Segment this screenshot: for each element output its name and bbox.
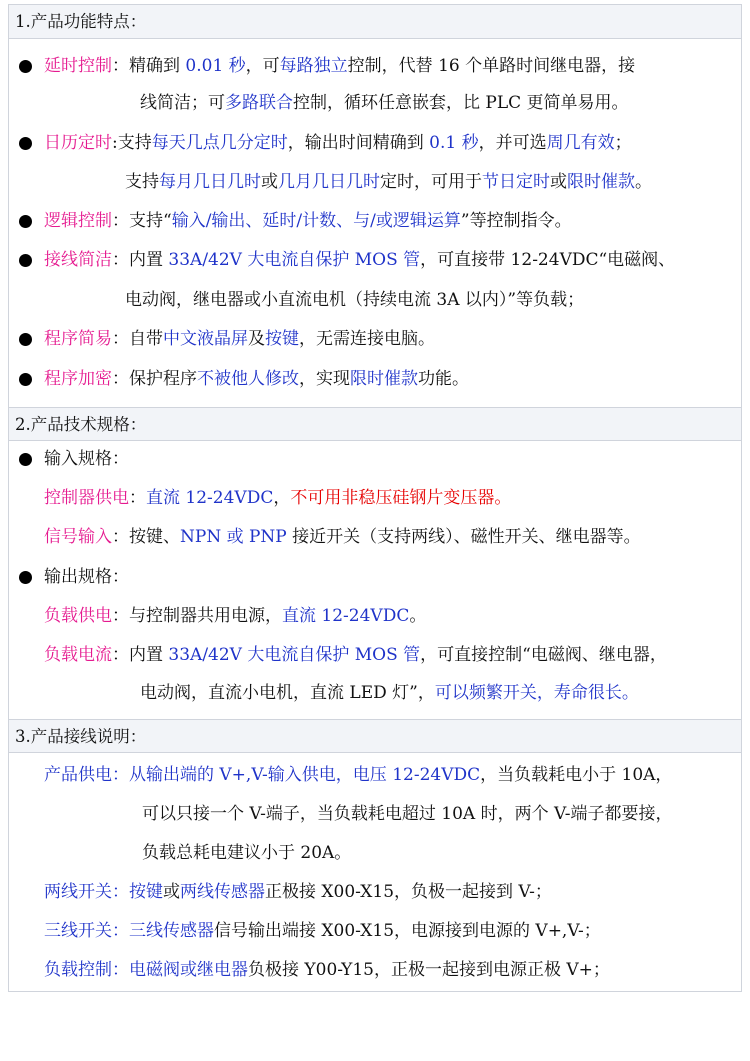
text-run: 中文液晶屏 — [163, 329, 248, 349]
text-run: 节日定时 — [482, 172, 550, 192]
text-run: 两线开关： — [44, 882, 129, 902]
wiring-line — [44, 880, 552, 904]
text-run: 接近开关（支持两线）、磁性开关、继电器等。 — [286, 527, 641, 547]
text-run: 负载供电 — [44, 606, 112, 626]
text-run: 或 — [550, 172, 567, 192]
text-run: ，可 — [245, 56, 280, 76]
text-run: ：支持“ — [112, 211, 172, 231]
bullet-dot — [19, 254, 32, 267]
section-header-features — [9, 5, 741, 39]
text-run: ”等控制指令。 — [460, 211, 572, 231]
text-run: 或 — [261, 172, 278, 192]
feature-line — [44, 248, 675, 272]
text-run: 33A/42V 大电流自保护 MOS 管 — [168, 645, 421, 665]
text-run: ； — [614, 133, 632, 153]
spec-heading — [44, 447, 129, 471]
text-run: 输出规格： — [44, 567, 129, 587]
text-run: ： — [129, 488, 146, 508]
text-run: 电动阀，继电器或小直流电机（持续电流 3A 以内）”等负载； — [125, 290, 585, 310]
text-run: ：内置 — [112, 250, 169, 270]
text-run: 按键 — [265, 329, 299, 349]
text-run: 逻辑控制 — [44, 211, 112, 231]
text-run: NPN 或 PNP — [180, 527, 287, 547]
text-run: 。 — [635, 172, 652, 192]
text-run: ，可直接带 12-24VDC“电磁阀、 — [420, 250, 676, 270]
text-run: 直流 12-24VDC — [146, 488, 274, 508]
bullet-dot — [19, 453, 32, 466]
text-run: 0.01 秒 — [185, 56, 246, 76]
text-run: 三线传感器 — [129, 921, 214, 941]
text-run: 两线传感器 — [180, 882, 265, 902]
wiring-line — [44, 958, 610, 982]
text-run: 负载电流 — [44, 645, 112, 665]
text-run: ：精确到 — [112, 56, 186, 76]
text-run: 每月几日几时 — [159, 172, 261, 192]
spec-heading — [44, 565, 129, 589]
text-run: 可以频繁开关，寿命很长。 — [434, 683, 639, 703]
text-run: 功能。 — [418, 369, 469, 389]
text-run: 及 — [248, 329, 265, 349]
text-run: 程序加密 — [44, 369, 112, 389]
feature-line — [44, 209, 572, 233]
text-run: ，当负载耗电小于 10A， — [480, 765, 673, 785]
text-run: 产品供电：从输出端的 V+,V-输入供电，电压 12-24VDC — [44, 765, 481, 785]
text-run: 负极接 Y00-Y15，正极一起接到电源正极 V+； — [248, 960, 610, 980]
text-run: 按键 — [129, 882, 163, 902]
text-run: ，可直接控制“电磁阀、继电器， — [420, 645, 667, 665]
section-title: 2.产品技术规格： — [15, 415, 147, 434]
spec-row — [140, 681, 639, 705]
spec-row — [44, 604, 426, 628]
wiring-line — [142, 802, 672, 826]
text-run: 每天几点几分定时 — [151, 133, 288, 153]
text-run: 不可用非稳压硅钢片变压器。 — [290, 488, 512, 508]
bullet-dot — [19, 333, 32, 346]
bullet-dot — [19, 60, 32, 73]
text-run: 负载控制： — [44, 960, 129, 980]
text-run: 直流 12-24VDC — [282, 606, 410, 626]
text-run: ：按键、 — [112, 527, 180, 547]
text-run: ，实现 — [299, 369, 350, 389]
text-run: 接线简洁 — [44, 250, 112, 270]
text-run: 信号输出端接 X00-X15，电源接到电源的 V+,V-； — [214, 921, 601, 941]
text-run: ：与控制器共用电源， — [112, 606, 282, 626]
wiring-line — [44, 919, 601, 943]
text-run: 多路联合 — [225, 93, 293, 113]
text-run: 33A/42V 大电流自保护 MOS 管 — [168, 250, 421, 270]
text-run: ：保护程序 — [112, 369, 197, 389]
feature-line — [44, 54, 635, 78]
text-run: 三线开关： — [44, 921, 129, 941]
text-run: 电动阀，直流小电机，直流 LED 灯”， — [140, 683, 435, 703]
feature-line — [44, 131, 632, 155]
text-run: 控制，代替 16 个单路时间继电器，接 — [347, 56, 636, 76]
text-run: 控制，循环任意嵌套，比 PLC 更简单易用。 — [293, 93, 629, 113]
text-run: ，并可选 — [478, 133, 547, 153]
text-run: ：自带 — [112, 329, 163, 349]
wiring-line — [142, 841, 351, 865]
text-run: 日历定时 — [44, 133, 112, 153]
text-run: 不被他人修改 — [197, 369, 299, 389]
text-run: 输入规格： — [44, 449, 129, 469]
text-run: 电磁阀或继电器 — [129, 960, 248, 980]
feature-line — [44, 367, 469, 391]
text-run: 输入/输出、延时/计数、与/或逻辑运算 — [171, 211, 461, 231]
spec-row — [44, 525, 641, 549]
text-run: 正极接 X00-X15，负极一起接到 V-； — [265, 882, 552, 902]
text-run: 周几有效 — [546, 133, 615, 153]
feature-line — [140, 91, 629, 115]
text-run: 几月几日几时 — [278, 172, 380, 192]
text-run: 负载总耗电建议小于 20A。 — [142, 843, 352, 863]
text-run: 或 — [163, 882, 180, 902]
text-run: 信号输入 — [44, 527, 112, 547]
text-run: ，无需连接电脑。 — [299, 329, 435, 349]
bullet-dot — [19, 137, 32, 150]
feature-line — [44, 327, 435, 351]
text-run: 限时催款 — [567, 172, 635, 192]
text-run: 控制器供电 — [44, 488, 129, 508]
feature-line — [125, 170, 652, 194]
bullet-dot — [19, 571, 32, 584]
text-run: 0.1 秒 — [429, 133, 479, 153]
spec-row — [44, 486, 511, 510]
section-header-specs — [9, 407, 741, 441]
text-run: 支持 — [125, 172, 159, 192]
text-run: ，输出时间精确到 — [287, 133, 430, 153]
spec-row — [44, 643, 667, 667]
text-run: ， — [273, 488, 291, 508]
text-run: 每路独立 — [279, 56, 348, 76]
text-run: 可以只接一个 V-端子，当负载耗电超过 10A 时，两个 V-端子都要接， — [142, 804, 673, 824]
feature-line — [125, 288, 584, 312]
text-run: 线简洁；可 — [140, 93, 225, 113]
bullet-dot — [19, 373, 32, 386]
text-run: 限时催款 — [350, 369, 418, 389]
section-title: 1.产品功能特点： — [15, 12, 147, 31]
text-run: 定时，可用于 — [380, 172, 482, 192]
text-run: :支持 — [112, 133, 152, 153]
section-header-wiring — [9, 719, 741, 753]
text-run: 延时控制 — [44, 56, 112, 76]
bullet-dot — [19, 215, 32, 228]
text-run: ：内置 — [112, 645, 169, 665]
text-run: 。 — [409, 606, 427, 626]
text-run: 程序简易 — [44, 329, 112, 349]
wiring-line — [44, 763, 672, 787]
section-title: 3.产品接线说明： — [15, 727, 147, 746]
